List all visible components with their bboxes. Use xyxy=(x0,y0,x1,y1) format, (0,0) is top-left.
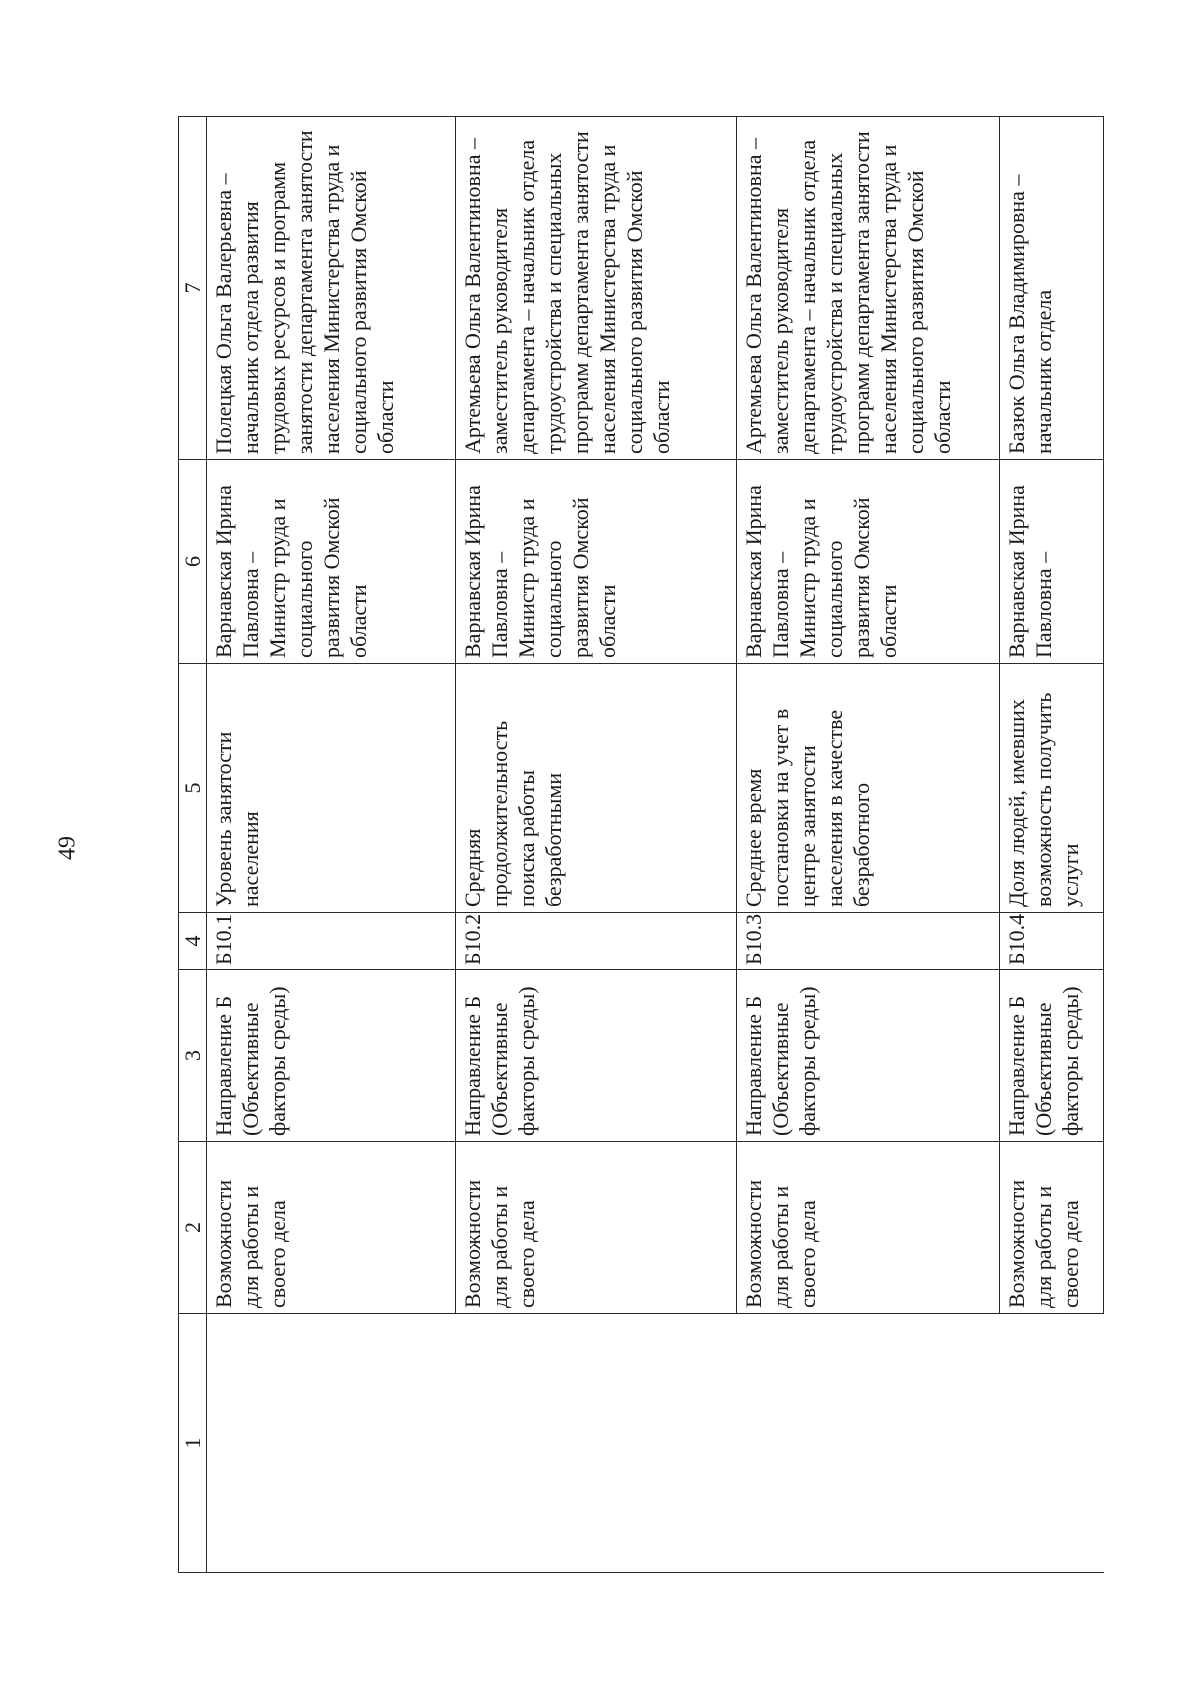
cell-responsible: Артемьева Ольга Валентиновна – заместитель руководителя департамента – начальник отдела трудоустройства и специальных программ департамента занятости населения Министерства труда и социального развития Омской области xyxy=(737,117,1000,460)
column-header: 4 xyxy=(179,913,207,970)
cell-area: Возможности для работы и своего дела xyxy=(737,1142,1000,1314)
cell-code: Б10.4 xyxy=(1000,913,1104,970)
cell-indicator: Доля людей, имевших возможность получить услуги xyxy=(1000,664,1104,913)
cell-code: Б10.3 xyxy=(737,913,1000,970)
cell-direction: Направление Б (Объективные факторы среды) xyxy=(1000,970,1104,1142)
cell-indicator: Уровень занятости населения xyxy=(207,664,456,913)
table-row xyxy=(737,117,1000,1573)
responsibility-table xyxy=(178,116,1104,1573)
cell-minister: Варнавская Ирина Павловна – xyxy=(1000,460,1104,664)
cell-area: Возможности для работы и своего дела xyxy=(456,1142,737,1314)
cell-index xyxy=(737,1314,1000,1573)
cell-responsible: Артемьева Ольга Валентиновна – заместитель руководителя департамента – начальник отдела трудоустройства и специальных программ департамента занятости населения Министерства труда и социального развития Омской области xyxy=(456,117,737,460)
cell-minister: Варнавская Ирина Павловна – Министр труда и социального развития Омской области xyxy=(207,460,456,664)
cell-minister: Варнавская Ирина Павловна – Министр труда и социального развития Омской области xyxy=(737,460,1000,664)
cell-code: Б10.2 xyxy=(456,913,737,970)
cell-direction: Направление Б (Объективные факторы среды) xyxy=(456,970,737,1142)
cell-responsible: Базюк Ольга Владимировна – начальник отдела xyxy=(1000,117,1104,460)
cell-responsible: Полецкая Ольга Валерьевна – начальник отдела развития трудовых ресурсов и программ занятости департамента занятости населения Министерства труда и социального развития Омской области xyxy=(207,117,456,460)
column-header: 7 xyxy=(179,117,207,460)
cell-index xyxy=(207,1314,456,1573)
column-header: 2 xyxy=(179,1142,207,1314)
column-header: 5 xyxy=(179,664,207,913)
cell-index xyxy=(456,1314,737,1573)
table-row xyxy=(207,117,456,1573)
cell-direction: Направление Б (Объективные факторы среды) xyxy=(737,970,1000,1142)
cell-minister: Варнавская Ирина Павловна – Министр труда и социального развития Омской области xyxy=(456,460,737,664)
cell-area: Возможности для работы и своего дела xyxy=(207,1142,456,1314)
cell-index xyxy=(1000,1314,1104,1573)
column-header: 1 xyxy=(179,1314,207,1573)
cell-direction: Направление Б (Объективные факторы среды) xyxy=(207,970,456,1142)
table-row xyxy=(1000,117,1104,1573)
column-header: 3 xyxy=(179,970,207,1142)
page-number: 49 xyxy=(54,836,81,860)
cell-indicator: Средняя продолжительность поиска работы безработными xyxy=(456,664,737,913)
table-row xyxy=(456,117,737,1573)
cell-area: Возможности для работы и своего дела xyxy=(1000,1142,1104,1314)
column-header: 6 xyxy=(179,460,207,664)
cell-code: Б10.1 xyxy=(207,913,456,970)
header-row xyxy=(179,117,207,1573)
cell-indicator: Среднее время постановки на учет в центре занятости населения в качестве безработного xyxy=(737,664,1000,913)
rotated-table-wrapper xyxy=(178,117,1101,1573)
